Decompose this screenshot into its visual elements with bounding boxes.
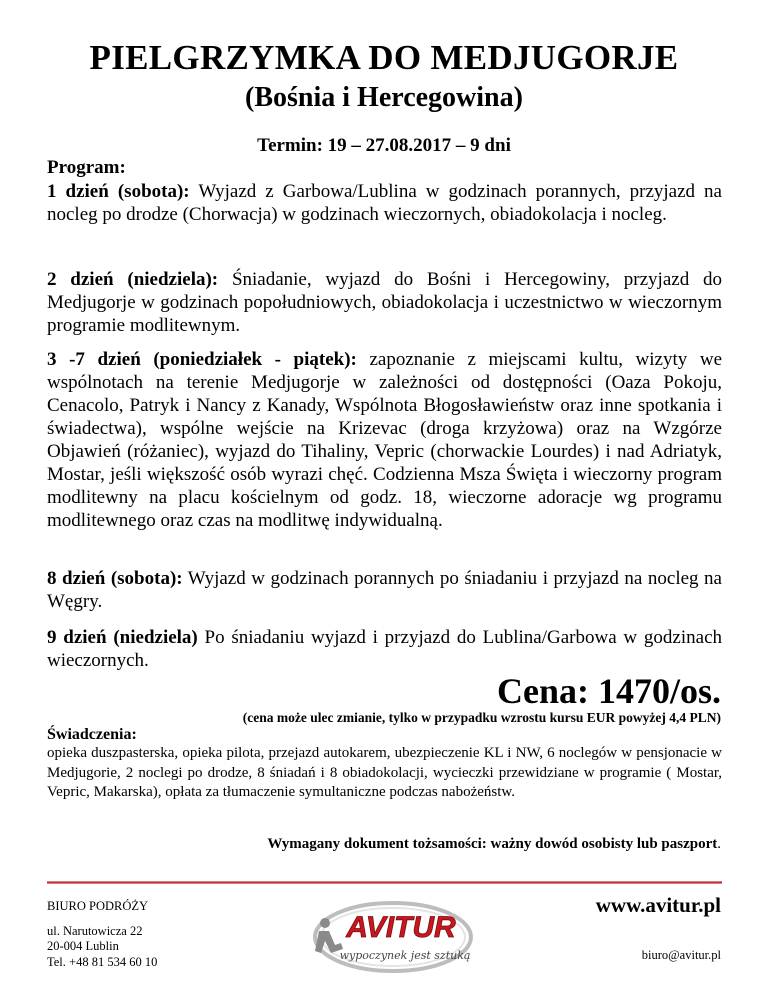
services-heading: Świadczenia:: [47, 726, 137, 743]
id-document-note: [267, 836, 721, 853]
day-label: 8 dzień (sobota):: [47, 568, 183, 589]
id-document-period: .: [717, 836, 721, 852]
logo-slogan: wypoczynek jest sztuką: [339, 949, 471, 962]
day-label: 9 dzień (niedziela): [47, 627, 198, 648]
office-name: BIURO PODRÓŻY: [47, 899, 149, 913]
program-day-9: [47, 626, 722, 672]
avitur-logo: [305, 893, 475, 975]
office-street: ul. Narutowicza 22: [47, 923, 143, 938]
logo-text: AVITUR: [346, 911, 456, 944]
day-text: zapoznanie z miejscami kultu, wizyty we wspólnotach na terenie Medjugorje w zależności od dostępności (Oaza Pokoju, Cenacolo, Patryk i Nancy z Kanady, Wspólnota Błogosławieństw oraz inne spotkania i świadectwa), wspólne wejście na Krizevac (droga krzyżowa) oraz na Wzgórze Objawień (różaniec), wyjazd do Tihaliny, Vepric (chorwackie Lourdes) i nad Adriatyk, Mostar, jeśli większość osób wyrazi chęć. Codzienna Msza Święta i wieczorny program modlitewny na placu kościelnym od godz. 18, wieczorne adoracje wg programu modlitewnego oraz czas na modlitwę indywidualną.: [47, 349, 722, 531]
services-text: opieka duszpasterska, opieka pilota, przejazd autokarem, ubezpieczenie KL i NW, 6 noclegów w pensjonacie w Medjugorie, 2 noclegi po drodze, 8 śniadań i 8 obiadokolacji, wycieczki przewidziane w programie ( Mostar, Vepric, Makarska), opłata za tłumaczenie symultaniczne podczas nabożeństw.: [47, 745, 722, 800]
office-city: 20-004 Lublin: [47, 939, 119, 953]
email-link[interactable]: biuro@avitur.pl: [641, 948, 721, 962]
trip-dates: Termin: 19 – 27.08.2017 – 9 dni: [257, 135, 511, 156]
footer-divider: [47, 881, 722, 884]
website-link[interactable]: www.avitur.pl: [595, 893, 721, 917]
program-day-8: [47, 567, 722, 613]
page-title: PIELGRZYMKA DO MEDJUGORJE: [89, 38, 679, 77]
day-label: 3 -7 dzień (poniedziałek - piątek):: [47, 349, 357, 370]
office-phone: Tel. +48 81 534 60 10: [47, 954, 158, 969]
page-subtitle: (Bośnia i Hercegowina): [245, 82, 523, 113]
day-label: 2 dzień (niedziela):: [47, 269, 219, 290]
program-day-1: [47, 180, 722, 226]
program-day-3-7: [47, 348, 722, 532]
day-text: Wyjazd w godzinach porannych po śniadaniu i przyjazd na nocleg na Węgry.: [47, 568, 722, 612]
program-heading: Program:: [47, 157, 126, 178]
price: Cena: 1470/os.: [497, 671, 721, 711]
price-note: (cena może ulec zmianie, tylko w przypadku wzrostu kursu EUR powyżej 4,4 PLN): [242, 710, 721, 725]
day-text: Wyjazd z Garbowa/Lublina w godzinach porannych, przyjazd na nocleg po drodze (Chorwacja) w godzinach wieczornych, obiadokolacja i nocleg.: [47, 181, 722, 225]
id-document-text: Wymagany dokument tożsamości: ważny dowód osobisty lub paszport: [267, 836, 718, 852]
day-text: Po śniadaniu wyjazd i przyjazd do Lublina/Garbowa w godzinach wieczornych.: [47, 627, 723, 671]
office-address: [47, 899, 157, 970]
program-day-2: [47, 268, 722, 337]
day-label: 1 dzień (sobota):: [47, 181, 190, 202]
day-text: Śniadanie, wyjazd do Bośni i Hercegowiny, przyjazd do Medjugorje w godzinach popołudniowych, obiadokolacja i uczestnictwo w wieczornym programie modlitewnym.: [47, 269, 722, 336]
